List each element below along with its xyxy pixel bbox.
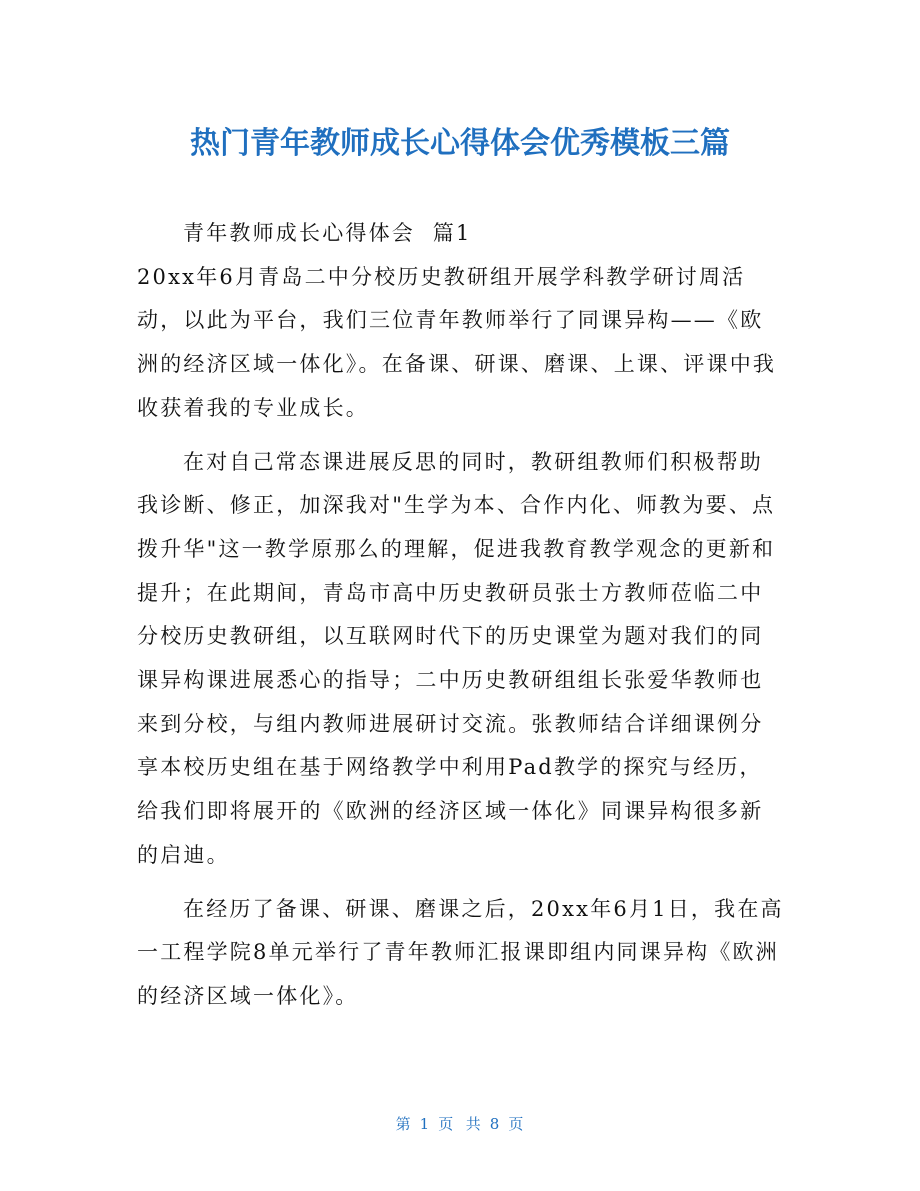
document-title: 热门青年教师成长心得体会优秀模板三篇 xyxy=(190,126,730,161)
paragraph-1: 20xx年6月青岛二中分校历史教研组开展学科教学研讨周活动，以此为平台，我们三位青年教师举行了同课异构——《欧洲的经济区域一体化》。在备课、研课、磨课、上课、评课中我收获着我的专业成长。 xyxy=(137,264,777,420)
section-heading: 青年教师成长心得体会 篇1 xyxy=(183,221,472,245)
footer-suffix: 页 xyxy=(508,1115,525,1133)
footer-current-page: 1 xyxy=(419,1115,431,1133)
footer-prefix: 第 xyxy=(395,1115,412,1133)
document-body xyxy=(137,212,785,1019)
paragraph-3: 在经历了备课、研课、磨课之后，20xx年6月1日，我在高一工程学院8单元举行了青年教师汇报课即组内同课异构《欧洲的经济区域一体化》。 xyxy=(137,896,784,1008)
footer-mid: 页 共 xyxy=(438,1115,482,1133)
footer-total-pages: 8 xyxy=(489,1115,501,1133)
paragraph-2: 在对自己常态课进展反思的同时，教研组教师们积极帮助我诊断、修正，加深我对"生学为本、合作内化、师教为要、点拨升华"这一教学原那么的理解，促进我教育教学观念的更新和提升；在此期间，青岛市高中历史教研员张士方教师莅临二中分校历史教研组，以互联网时代下的历史课堂为题对我们的同课异构课进展悉心的指导；二中历史教研组组长张爱华教师也来到分校，与组内教师进展研讨交流。张教师结合详细课例分享本校历史组在基于网络教学中利用Pad教学的探究与经历，给我们即将展开的《欧洲的经济区域一体化》同课异构很多新的启迪。 xyxy=(137,449,776,867)
page-footer xyxy=(0,1113,920,1134)
